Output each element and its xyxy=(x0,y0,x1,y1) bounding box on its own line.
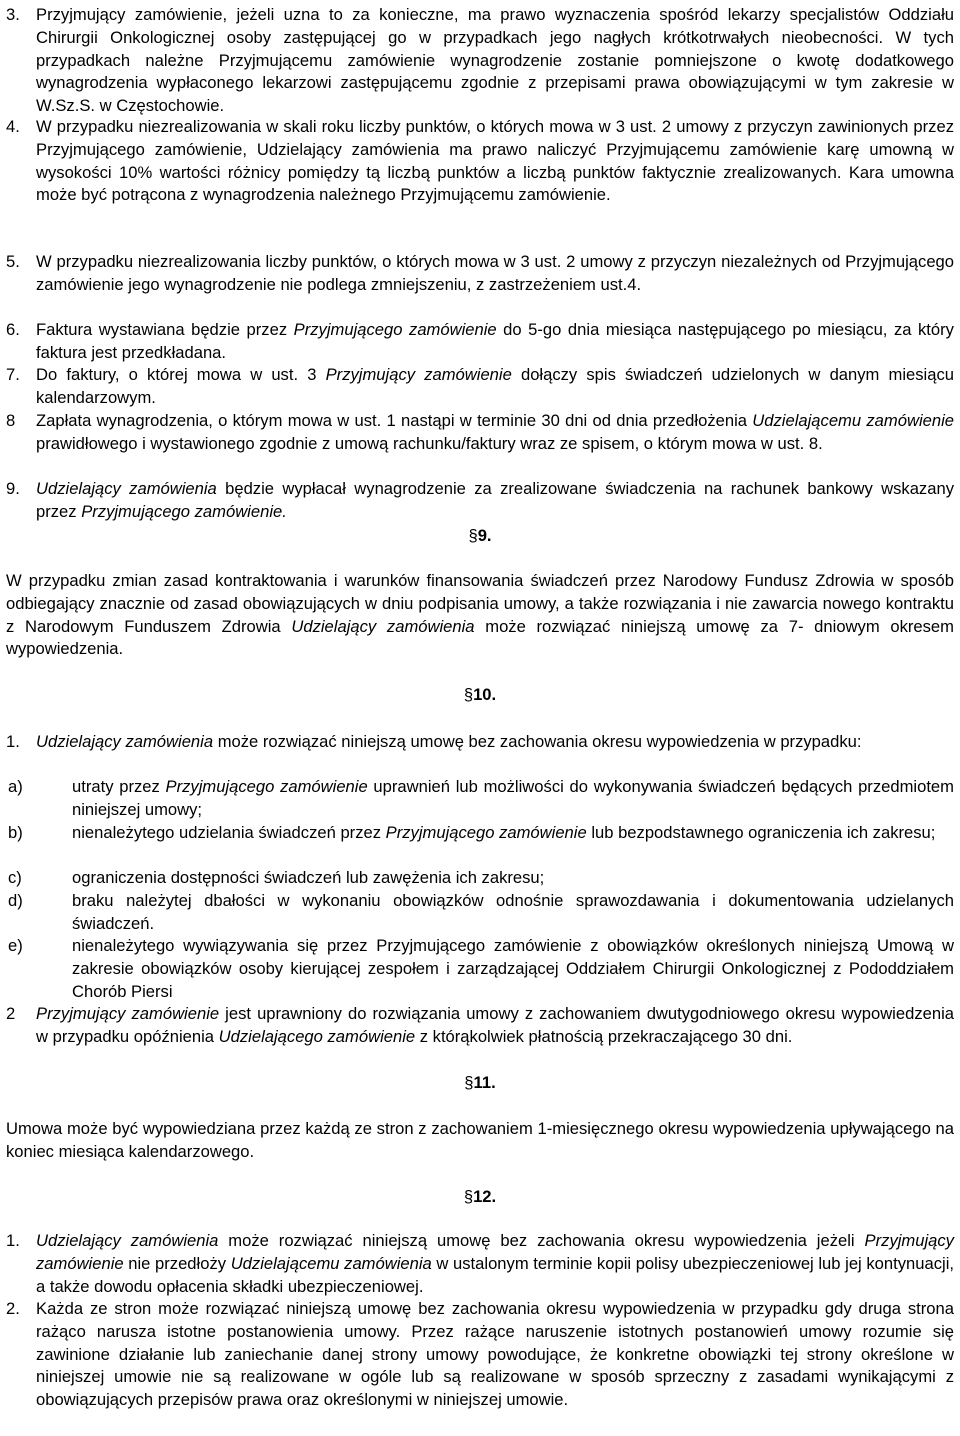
item-text: Przyjmujący zamówienie, jeżeli uzna to za konieczne, ma prawo wyznaczenia spośród lekarzy specjalistów Oddziału Chirurgii Onkologicznej osoby zastępującej go w przypadkach jego nagłych krótkotrwałych nieobecności. W tych przypadkach należne Przyjmującemu zamówienie wynagrodzenie zostanie pomniejszone o kwotę dodatkowego wynagrodzenia wypłaconego lekarzowi zastępującemu zgodnie z przepisami prawa obowiązującymi w tym zakresie w W.Sz.S. w Częstochowie. xyxy=(36,5,954,116)
item-text: Udzielający zamówienia może rozwiązać niniejszą umowę bez zachowania okresu wypowiedzenia w przypadku: xyxy=(36,732,862,751)
item-number: 7. xyxy=(6,365,20,384)
list-item-8 xyxy=(6,410,954,456)
list-item-7 xyxy=(6,364,954,410)
section-12-item-2 xyxy=(6,1298,954,1412)
item-number: 2. xyxy=(6,1299,20,1318)
item-text: Przyjmujący zamówienie jest uprawniony do rozwiązania umowy z zachowaniem dwutygodniowego okresu wypowiedzenia w przypadku opóźnienia Udzielającego zamówienie z którąkolwiek płatnością przekraczającego 30 dni. xyxy=(36,1004,954,1046)
sub-item-a xyxy=(6,776,954,822)
sub-item-d xyxy=(6,890,954,936)
item-number: 4. xyxy=(6,117,20,136)
item-text: Faktura wystawiana będzie przez Przyjmującego zamówienie do 5-go dnia miesiąca następującego po miesiącu, za który faktura jest przedkładana. xyxy=(36,320,954,362)
list-item-3 xyxy=(6,4,954,118)
section-heading-9: §9. xyxy=(468,526,492,545)
item-text: braku należytej dbałości w wykonaniu obowiązków odnośnie sprawozdawania i dokumentowania udzielanych świadczeń. xyxy=(72,891,954,933)
section-heading-11: §11. xyxy=(464,1073,496,1092)
section-11-paragraph: Umowa może być wypowiedziana przez każdą ze stron z zachowaniem 1-miesięcznego okresu wypowiedzenia upływającego na koniec miesiąca kalendarzowego. xyxy=(6,1119,954,1161)
item-text: Zapłata wynagrodzenia, o którym mowa w ust. 1 nastąpi w terminie 30 dni od dnia przedłożenia Udzielającemu zamówienie prawidłowego i wystawionego zgodnie z umową rachunku/faktury wraz ze spisem, o którym mowa w ust. 8. xyxy=(36,411,955,453)
item-letter: b) xyxy=(8,823,23,842)
item-text: Udzielający zamówienia może rozwiązać niniejszą umowę bez zachowania okresu wypowiedzenia jeżeli Przyjmujący zamówienie nie przedłoży Udzielającemu zamówienia w ustalonym terminie kopii polisy ubezpieczeniowej lub jej kontynuacji, a także dowodu opłacenia składki ubezpieczeniowej. xyxy=(36,1231,955,1296)
item-number: 9. xyxy=(6,479,20,498)
item-number: 5. xyxy=(6,252,20,271)
section-9-paragraph: W przypadku zmian zasad kontraktowania i warunków finansowania świadczeń przez Narodowy Fundusz Zdrowia w sposób odbiegający znacznie od zasad obowiązujących w dniu podpisania umowy, a także rozwiązania i nie zawarcia nowego kontraktu z Narodowym Funduszem Zdrowia Udzielający zamówienia może rozwiązać niniejszą umowę za 7- dniowym okresem wypowiedzenia. xyxy=(6,571,954,659)
item-text: nienależytego udzielania świadczeń przez Przyjmującego zamówienie lub bezpodstawnego ograniczenia ich zakresu; xyxy=(72,823,936,842)
section-heading-10: §10. xyxy=(463,685,497,704)
item-text: utraty przez Przyjmującego zamówienie uprawnień lub możliwości do wykonywania świadczeń będących przedmiotem niniejszej umowy; xyxy=(72,777,954,819)
item-text: Udzielający zamówienia będzie wypłacał wynagrodzenie za zrealizowane świadczenia na rachunek bankowy wskazany przez Przyjmującego zamówienie. xyxy=(36,479,954,521)
item-number: 8 xyxy=(6,411,16,430)
list-item-4 xyxy=(6,116,954,207)
item-letter: a) xyxy=(8,777,23,796)
sub-item-b xyxy=(6,822,954,845)
sub-item-c xyxy=(6,867,954,890)
item-number: 6. xyxy=(6,320,20,339)
item-text: ograniczenia dostępności świadczeń lub zawężenia ich zakresu; xyxy=(72,868,545,887)
item-number: 1. xyxy=(6,1231,20,1250)
section-heading-12: §12. xyxy=(463,1187,497,1206)
item-text: nienależytego wywiązywania się przez Przyjmującego zamówienie z obowiązków określonych niniejszą Umową w zakresie obowiązków osoby kierującej zespołem i zarządzającej Oddziałem Chirurgii Onkologicznej z Pododdziałem Chorób Piersi xyxy=(72,936,954,1001)
item-letter: e) xyxy=(8,936,23,955)
list-item-6 xyxy=(6,319,954,365)
section-12-item-1 xyxy=(6,1230,954,1298)
item-text: W przypadku niezrealizowania liczby punktów, o których mowa w 3 ust. 2 umowy z przyczyn niezależnych od Przyjmującego zamówienie jego wynagrodzenie nie podlega zmniejszeniu, z zastrzeżeniem ust.4. xyxy=(36,252,954,294)
item-letter: d) xyxy=(8,891,23,910)
item-number: 3. xyxy=(6,5,20,24)
list-item-5 xyxy=(6,251,954,297)
section-10-item-2 xyxy=(6,1003,954,1049)
item-text: Do faktury, o której mowa w ust. 3 Przyjmujący zamówienie dołączy spis świadczeń udzielonych w danym miesiącu kalendarzowym. xyxy=(36,365,954,407)
item-text: Każda ze stron może rozwiązać niniejszą umowę bez zachowania okresu wypowiedzenia w przypadku gdy druga strona rażąco narusza istotne postanowienia umowy. Przez rażące naruszenie istotnych postanowień umowy rozumie się zawinione działanie lub zaniechanie danej strony umowy powodujące, że konkretne obowiązki tej strony określone w niniejszej umowie nie są realizowane w ogóle lub są realizowane w sposób sprzeczny z zasadami wynikającymi z obowiązujących przepisów prawa oraz określonymi w niniejszej umowie. xyxy=(36,1299,954,1410)
section-10-item-1 xyxy=(6,731,954,754)
sub-item-e xyxy=(6,935,954,1003)
list-item-9 xyxy=(6,478,954,524)
item-number: 1. xyxy=(6,732,20,751)
item-letter: c) xyxy=(8,868,22,887)
item-text: W przypadku niezrealizowania w skali roku liczby punktów, o których mowa w 3 ust. 2 umowy z przyczyn zawinionych przez Przyjmującego zamówienie, Udzielający zamówienia ma prawo naliczyć Przyjmującemu zamówienie karę umowną w wysokości 10% wartości różnicy pomiędzy tą liczbą punktów a liczbą punktów faktycznie zrealizowanych. Kara umowna może być potrącona z wynagrodzenia należnego Przyjmującemu zamówienie. xyxy=(36,117,954,205)
item-number: 2 xyxy=(6,1004,16,1023)
